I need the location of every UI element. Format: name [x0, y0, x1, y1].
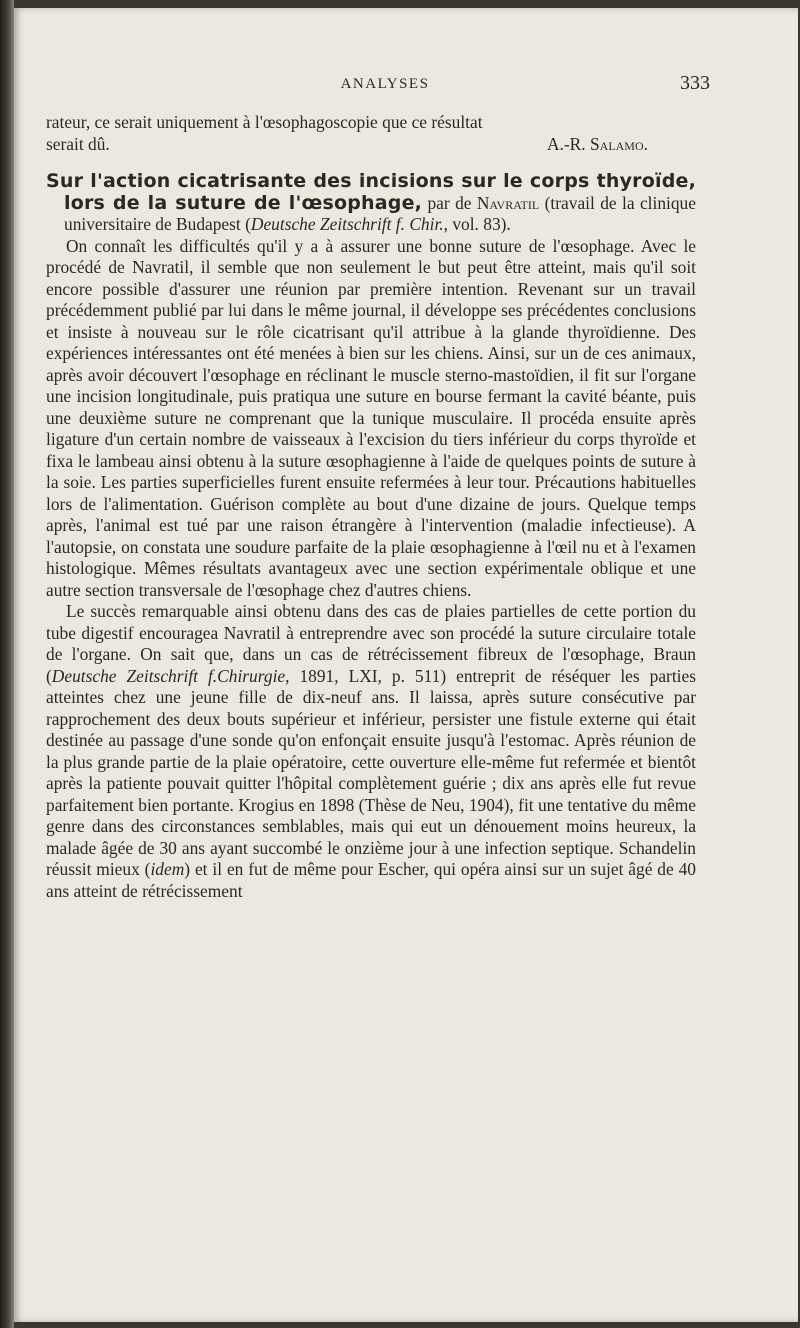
continuation-text: rateur, ce serait uniquement à l'œsophagoscopie que ce résultat	[46, 112, 483, 132]
book-spine-shadow	[0, 0, 14, 1328]
paragraph-2-journal: Deutsche Zeitschrift f.Chirurgie	[51, 665, 286, 686]
review-signature: A.-R. Salamo.	[546, 133, 648, 154]
paragraph-2-text-b: , 1891, LXI, p. 511) entreprit de réséquer les parties atteintes chez une jeune fille de dix-neuf ans. Il laissa, après suture consécutive par rapprochement des deux bouts supérieur et inférieur, persister une fistule externe qui était destinée au passage d'une sonde qu'on enfonçait ensuite jusqu'à l'estomac. Après réunion de la plus grande partie de la plaie opératoire, cette ouverture elle-même fut refermée et bientôt après la patiente pouvait quitter l'hôpital complètement guérie ; dix ans après elle fut revue parfaitement bien portante. Krogius en 1898 (Thèse de Neu, 1904), fit une tentative du même genre dans des circonstances semblables, mais qui eut un dénouement moins heureux, la malade âgée de 30 ans ayant succombé le onzième jour à une infection septique. Schandelin réussit mieux (	[46, 665, 696, 879]
paragraph-2-text-a: Le succès remarquable ainsi obtenu dans des cas de plaies partielles de cette portion du tube digestif encouragea Navratil à entreprendre avec son procédé la suture circulaire totale de l'organe. On sait que, dans un cas de rétrécissement fibreux de l'œsophage, Braun (	[46, 601, 696, 686]
article-author: Navratil	[476, 192, 540, 213]
article-title: Sur l'action cicatrisante des incisions sur le corps thyroïde, lors de la suture de l'œsophage,	[46, 170, 696, 214]
paragraph-2-text-c: ) et il en fut de même pour Escher, qui opéra ainsi sur un sujet âgé de 40 ans atteint de rétrécissement	[46, 859, 697, 901]
running-head: ANALYSES	[340, 76, 430, 92]
page-header	[60, 70, 710, 100]
article-paragraph-2	[46, 601, 696, 902]
article-by: par de	[422, 192, 477, 213]
article-source-open: (travail de la clinique universitaire de Budapest (	[64, 192, 696, 234]
paragraph-2-idem: idem	[150, 859, 185, 879]
page-number: 333	[680, 72, 710, 94]
continuation-paragraph	[46, 112, 696, 134]
continuation-last-line: serait dû.	[46, 133, 110, 154]
continuation-signature-line	[46, 134, 696, 156]
article-paragraph-1: On connaît les difficultés qu'il y a à assurer une bonne suture de l'œsophage. Avec le procédé de Navratil, il semble que non seulement le but peut être atteint, mais qu'il soit encore possible d'assurer une réunion par première intention. Revenant sur un travail précédemment publié par lui dans le même journal, il développe ses précédentes conclusions et insiste à nouveau sur le rôle cicatrisant qu'il attribue à la glande thyroïdienne. Des expériences intéressantes ont été menées à bien sur les chiens. Ainsi, sur un de ces animaux, après avoir découvert l'œsophage en réclinant le muscle sterno-mastoïdien, il fit sur l'organe une incision longitudinale, puis pratiqua une suture en bourse fermant la cavité béante, puis une deuxième suture ne comprenant que la tunique musculaire. Il procéda ensuite après ligature d'un certain nombre de vaisseaux à l'excision du tiers inférieur du corps thyroïde et fixa le lambeau ainsi obtenu à la suture œsophagienne à l'aide de quelques points de suture à la soie. Les parties superficielles furent ensuite refermées à leur tour. Précautions habituelles lors de l'alimentation. Guérison complète au bout d'une dizaine de jours. Quelque temps après, l'animal est tué par une raison étrangère à l'intervention (maladie infectieuse). A l'autopsie, on constata une soudure parfaite de la plaie œsophagienne à l'œil nu et à l'examen histologique. Mêmes résultats avantageux avec une section expérimentale oblique et une autre section transversale de l'œsophage chez d'autres chiens.	[46, 235, 696, 600]
article-heading	[46, 171, 696, 236]
article-journal: Deutsche Zeitschrift f. Chir.	[250, 214, 444, 234]
article-source-close: , vol. 83).	[443, 214, 511, 234]
page-body	[46, 112, 696, 902]
